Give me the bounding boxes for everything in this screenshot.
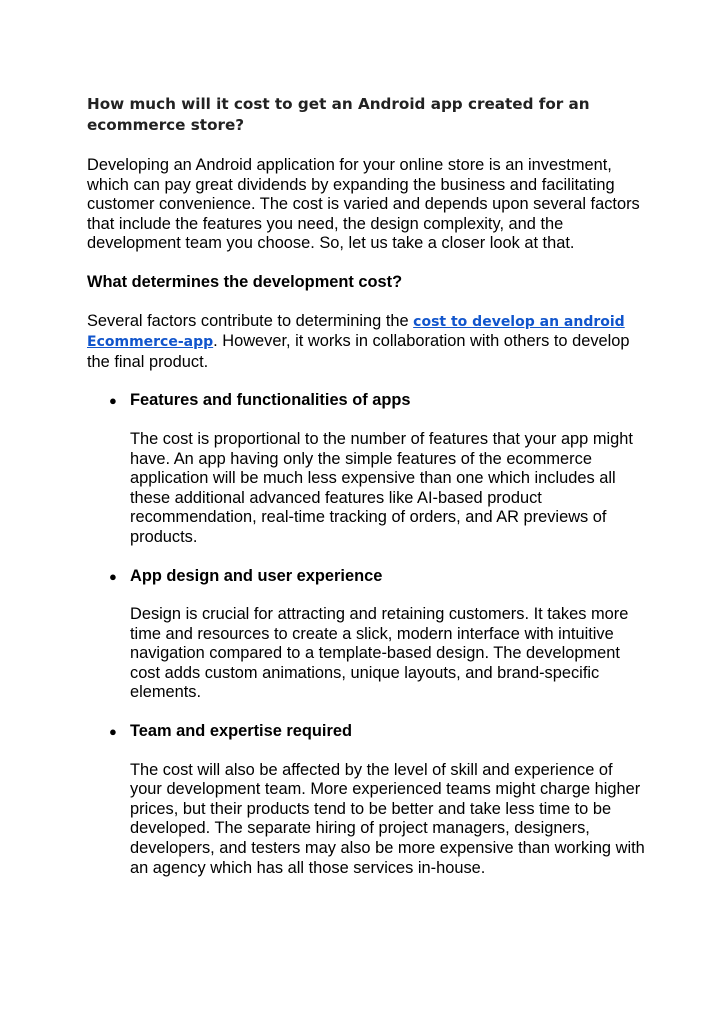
article — [87, 94, 647, 897]
factors-list — [87, 391, 647, 878]
factor-title: Team and expertise required — [130, 722, 352, 741]
bullet-icon: ● — [109, 724, 117, 740]
bullet-icon: ● — [109, 393, 117, 409]
cost-link[interactable]: cost to develop an android Ecommerce-app — [87, 313, 625, 351]
list-item-features — [87, 391, 647, 547]
factors-intro-text: Several factors contribute to determining the — [87, 311, 414, 330]
factors-intro-continuation: . However, it works in collaboration with others to develop the final product. — [87, 332, 630, 371]
bullet-icon: ● — [109, 568, 117, 584]
factor-body: The cost will also be affected by the level of skill and experience of your development team. More experienced teams might charge higher prices, but their products tend to be better and take less time to be developed. The separate hiring of project managers, designers, developers, and testers may also be more expensive than working with an agency which has all those services in-house. — [130, 760, 645, 877]
list-item-team — [87, 722, 647, 878]
factor-body: The cost is proportional to the number of features that your app might have. An app having only the simple features of the ecommerce application will be much less expensive than one which includes all these additional advanced features like AI-based product recommendation, real-time tracking of orders, and AR previews of products. — [130, 429, 633, 546]
factors-intro-paragraph — [87, 312, 647, 373]
factor-title: App design and user experience — [130, 566, 383, 585]
list-item-design — [87, 567, 647, 704]
section-heading: What determines the development cost? — [87, 272, 403, 291]
article-title: How much will it cost to get an Android app created for an ecommerce store? — [87, 95, 590, 134]
factor-body: Design is crucial for attracting and retaining customers. It takes more time and resources to create a slick, modern interface with intuitive navigation compared to a template-based design. The development cost adds custom animations, unique layouts, and brand-specific elements. — [130, 605, 629, 702]
intro-paragraph: Developing an Android application for your online store is an investment, which can pay great dividends by expanding the business and facilitating customer convenience. The cost is varied and depends upon several factors that include the features you need, the design complexity, and the development team you choose. So, let us take a closer look at that. — [87, 156, 640, 253]
factor-title: Features and functionalities of apps — [130, 391, 411, 410]
